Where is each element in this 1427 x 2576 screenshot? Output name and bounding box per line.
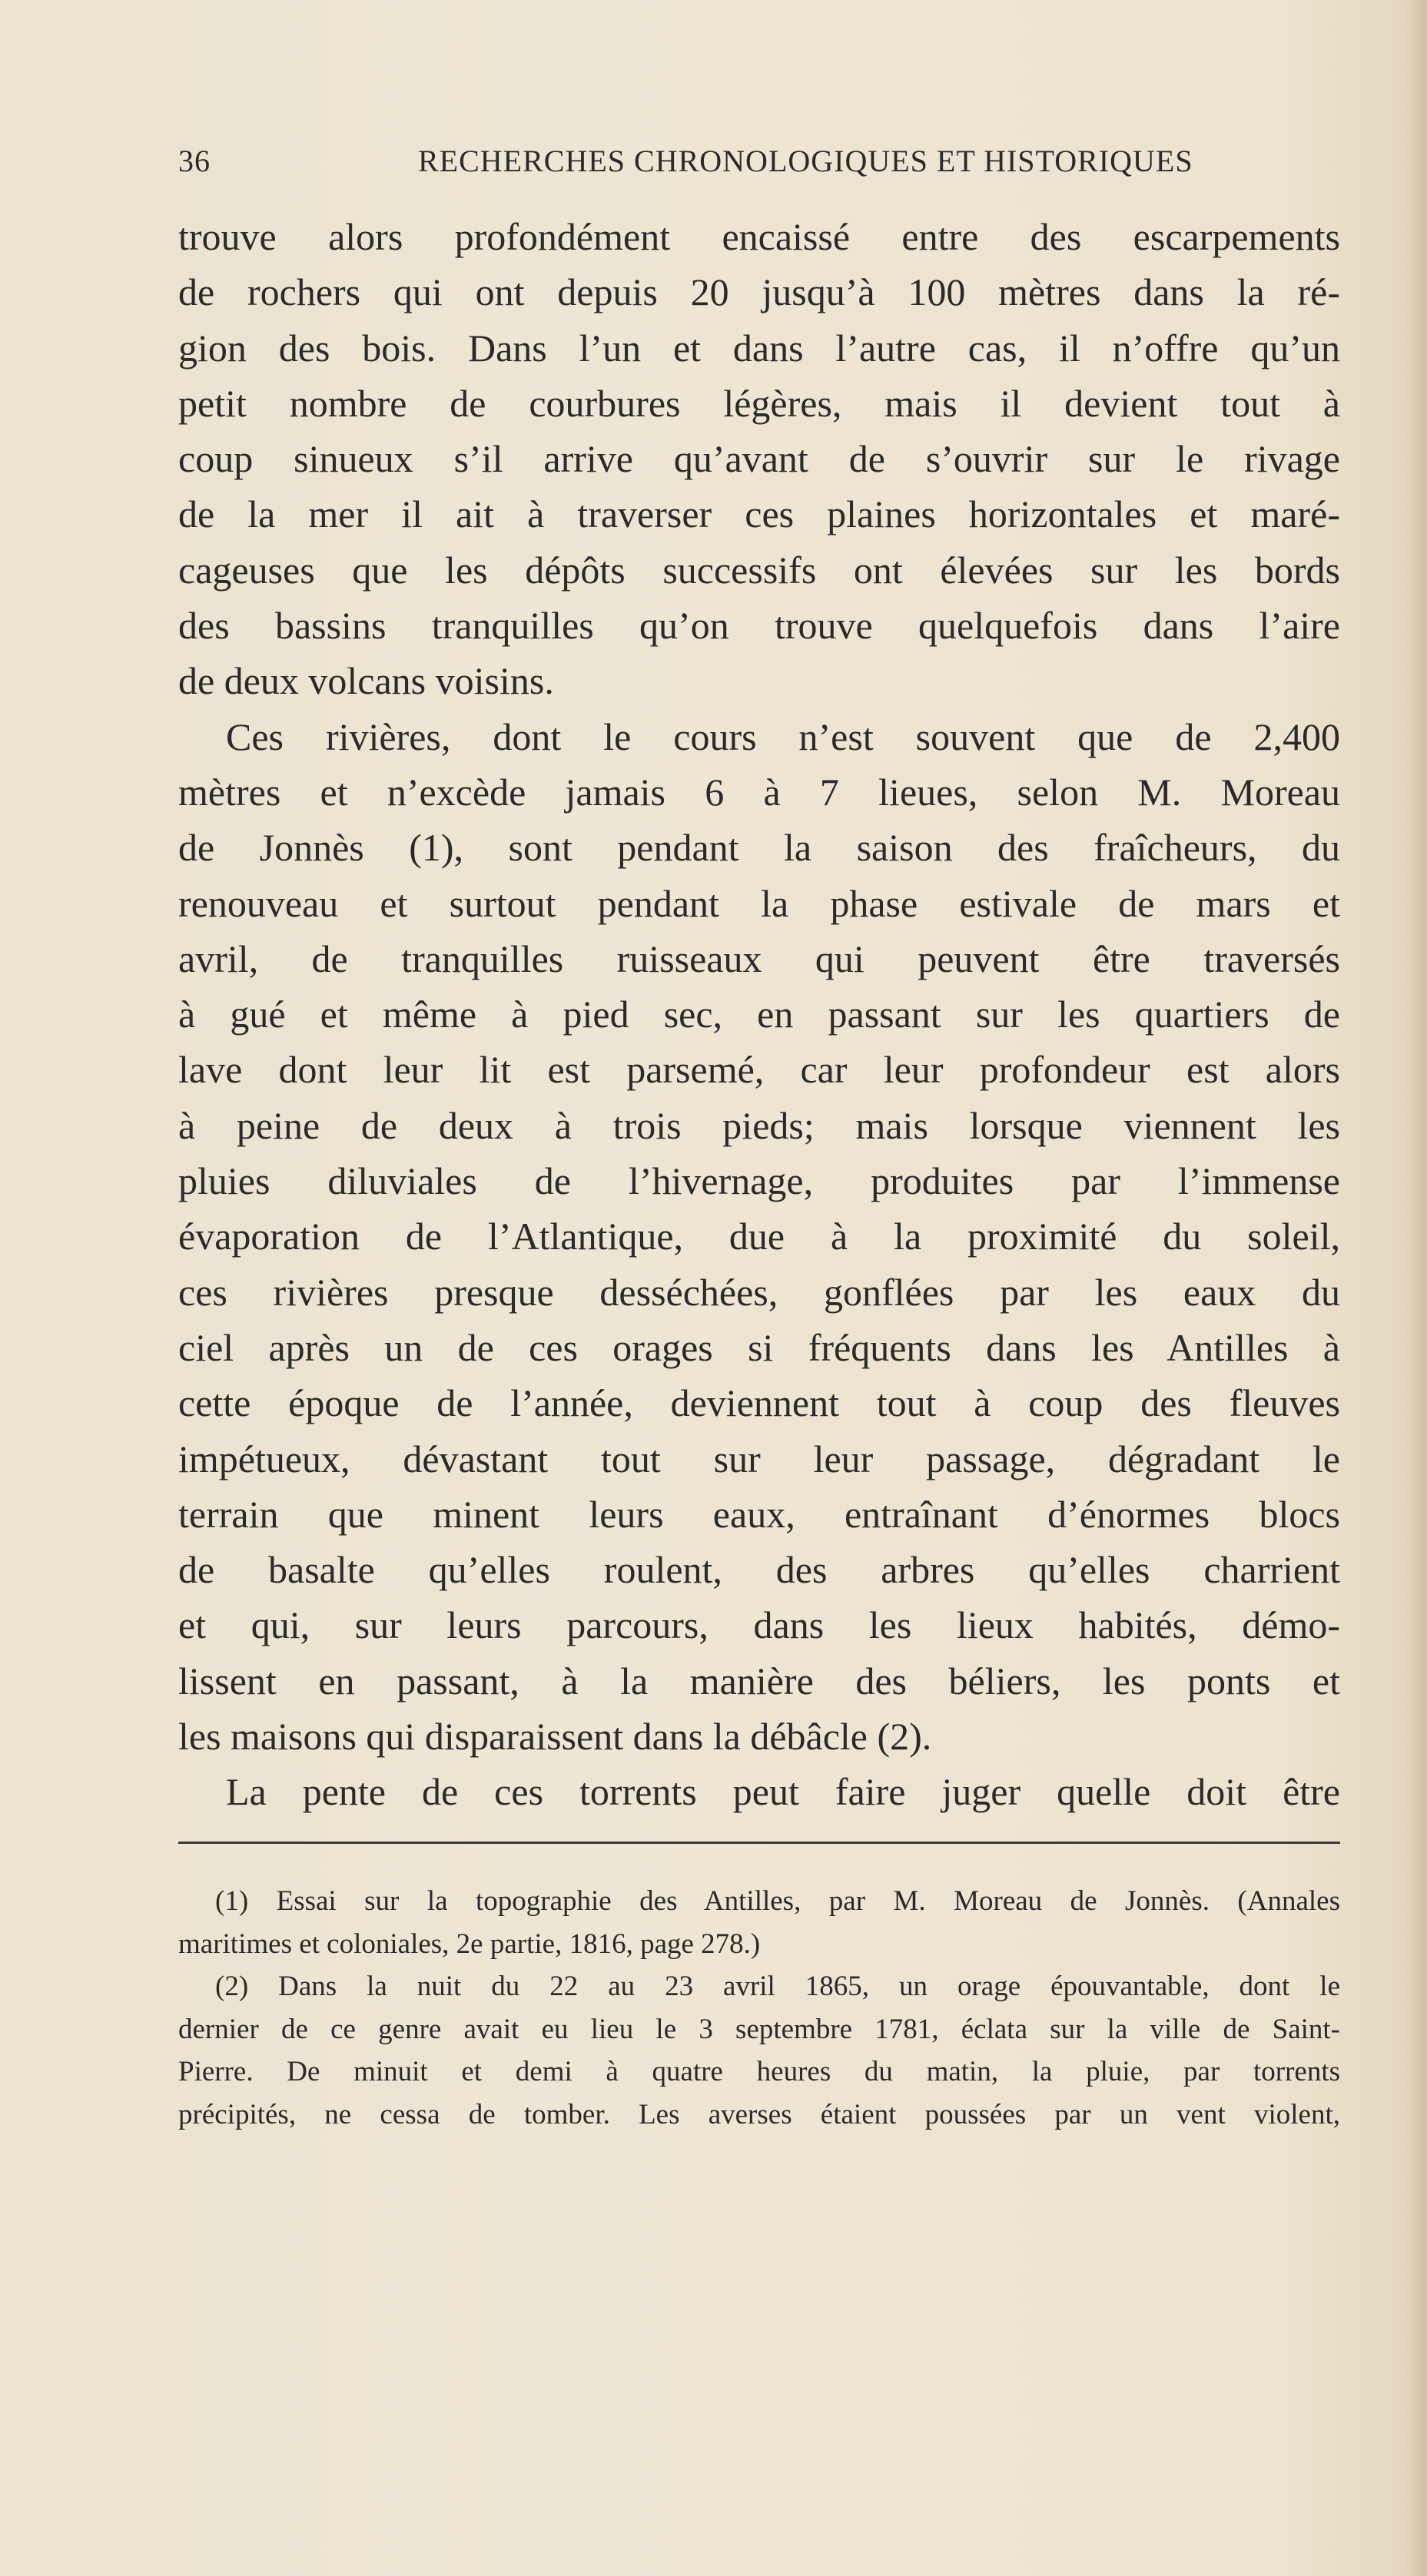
text-line: les maisons qui disparaissent dans la débâcle (2). — [178, 1715, 932, 1759]
main-text — [178, 209, 1340, 1820]
running-header — [178, 143, 1354, 189]
footnote-line: (1) Essai sur la topographie des Antilles, par M. Moreau de Jonnès. (Annales — [215, 1885, 1340, 1917]
footnote-separator — [178, 1842, 1340, 1844]
text-line: ces rivières presque desséchées, gonflées par les eaux du — [178, 1270, 1340, 1314]
page-edge-shadow — [1404, 0, 1427, 2576]
text-line: mètres et n’excède jamais 6 à 7 lieues, selon M. Moreau — [178, 770, 1340, 814]
text-line: coup sinueux s’il arrive qu’avant de s’ouvrir sur le rivage — [178, 437, 1340, 481]
text-line: trouve alors profondément encaissé entre des escarpements — [178, 215, 1340, 258]
text-line: renouveau et surtout pendant la phase estivale de mars et — [178, 881, 1340, 925]
text-line: cageuses que les dépôts successifs ont élevées sur les bords — [178, 548, 1340, 592]
text-line: impétueux, dévastant tout sur leur passage, dégradant le — [178, 1437, 1340, 1480]
text-line: La pente de ces torrents peut faire juger quelle doit être — [226, 1770, 1340, 1814]
footnote-line: maritimes et coloniales, 2e partie, 1816, page 278.) — [178, 1928, 761, 1960]
text-line: lissent en passant, à la manière des béliers, les ponts et — [178, 1659, 1340, 1702]
text-line: de basalte qu’elles roulent, des arbres qu’elles charrient — [178, 1548, 1340, 1592]
footnote-line: précipités, ne cessa de tomber. Les averses étaient poussées par un vent violent, — [178, 2098, 1340, 2130]
text-line: ciel après un de ces orages si fréquents dans les Antilles à — [178, 1325, 1340, 1369]
text-line: évaporation de l’Atlantique, due à la proximité du soleil, — [178, 1215, 1340, 1258]
page-number: 36 — [178, 144, 211, 178]
text-line: Ces rivières, dont le cours n’est souvent que de 2,400 — [226, 714, 1340, 758]
footnote-line: dernier de ce genre avait eu lieu le 3 septembre 1781, éclata sur la ville de Saint- — [178, 2013, 1340, 2045]
footnote-line: Pierre. De minuit et demi à quatre heures du matin, la pluie, par torrents — [178, 2056, 1340, 2087]
footnote-line: (2) Dans la nuit du 22 au 23 avril 1865, un orage épouvantable, dont le — [215, 1971, 1340, 2002]
text-line: de Jonnès (1), sont pendant la saison des fraîcheurs, du — [178, 826, 1340, 870]
text-line: des bassins tranquilles qu’on trouve quelquefois dans l’aire — [178, 604, 1340, 648]
text-line: gion des bois. Dans l’un et dans l’autre cas, il n’offre qu’un — [178, 326, 1340, 370]
running-title: RECHERCHES CHRONOLOGIQUES ET HISTORIQUES — [418, 144, 1193, 178]
text-line: petit nombre de courbures légères, mais il devient tout à — [178, 381, 1340, 425]
text-line: de rochers qui ont depuis 20 jusqu’à 100 mètres dans la ré- — [178, 270, 1340, 314]
text-line: à gué et même à pied sec, en passant sur les quartiers de — [178, 993, 1340, 1036]
text-line: cette époque de l’année, deviennent tout à coup des fleuves — [178, 1381, 1340, 1425]
text-line: de deux volcans voisins. — [178, 659, 554, 703]
text-line: et qui, sur leurs parcours, dans les lieux habités, démo- — [178, 1603, 1340, 1647]
text-line: pluies diluviales de l’hivernage, produites par l’immense — [178, 1159, 1340, 1203]
text-line: lave dont leur lit est parsemé, car leur profondeur est alors — [178, 1048, 1340, 1092]
text-line: avril, de tranquilles ruisseaux qui peuvent être traversés — [178, 937, 1340, 980]
text-line: terrain que minent leurs eaux, entraînant d’énormes blocs — [178, 1492, 1340, 1536]
footnotes — [178, 1880, 1340, 2136]
text-line: de la mer il ait à traverser ces plaines horizontales et maré- — [178, 492, 1340, 536]
text-line: à peine de deux à trois pieds; mais lorsque viennent les — [178, 1103, 1340, 1147]
